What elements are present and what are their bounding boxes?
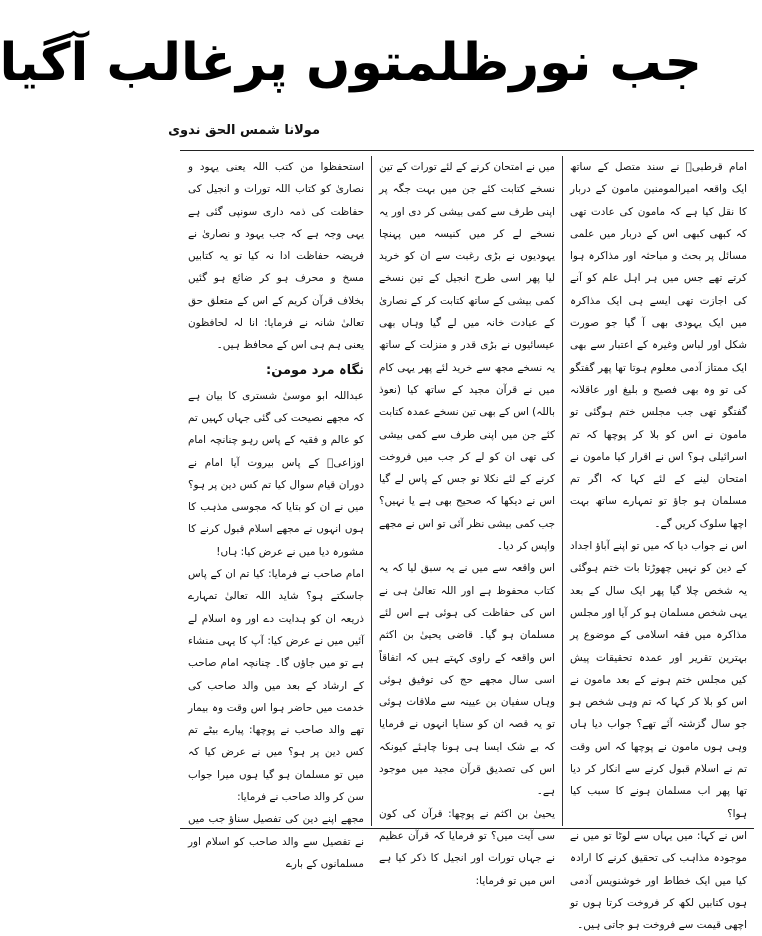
author-byline: مولانا شمس الحق ندوی — [168, 123, 320, 138]
headline: جب نورظلمتوں پرغالب آگیا — [0, 33, 702, 93]
paragraph: اس نے جواب دیا کہ میں تو اپنے آباؤ اجداد کے دین کو نہیں چھوڑتا بات ختم ہوگئی یہ شخص چلا گیا پھر ایک سال کے بعد یہی شخص مسلمان ہو کر آیا اور مجلس مذاکرہ میں فقہ اسلامی کے موضوع پر بہترین تقریر اور عمدہ تحقیقات پیش کیں مجلس ختم ہونے کے بعد مامون نے اس کو بلا کر کہا کہ تم وہی شخص ہو جو سال گزشتہ آئے تھے؟ جواب دیا ہاں وہی ہوں مامون نے پوچھا کہ اس وقت تم نے اسلام قبول کرنے سے انکار کر دیا تھا پھر اب مسلمان ہونے کا سبب کیا ہوا؟ — [570, 540, 747, 820]
footer-divider — [180, 828, 754, 829]
paragraph: مجھے اپنے دین کی تفصیل سناؤ جب میں نے تفصیل سے والد صاحب کو اسلام اور مسلمانوں کے بارے — [188, 813, 364, 870]
paragraph: عبداللہ ابو موسیٰ شستری کا بیان ہے کہ مجھے نصیحت کی گئی جہاں کہیں تم کو عالم و فقیہ کے پاس رہو چنانچہ امام اوزاعیؒ کے پاس بیروت آیا امام نے دوران قیام سوال کیا تم کس دین پر ہو؟ میں نے ان کو بتایا کہ مجوسی مذہب کا ہوں انہوں نے مجھے اسلام قبول کرنے کا مشورہ دیا میں نے عرض کیا: ہاں! — [188, 389, 364, 558]
paragraph: امام صاحب نے فرمایا: کیا تم ان کے پاس جاسکتے ہو؟ شاید اللہ تعالیٰ تمہارے ذریعہ ان کو ہدایت دے اور وہ اسلام لے آئیں میں نے عرض کیا: آپ کا یہی منشاء ہے تو میں جاؤں گا۔ چنانچہ امام صاحب کے ارشاد کے بعد میں والد صاحب کی خدمت میں حاضر ہوا اس وقت وہ بیمار تھے والد صاحب نے پوچھا: پیارے بیٹے تم کس دین پر ہو؟ میں نے عرض کیا کہ میں تو مسلمان ہو گیا ہوں میرا جواب سن کر والد صاحب نے فرمایا: — [188, 568, 364, 804]
header-divider — [180, 150, 754, 151]
paragraph: اس نے کہا: میں یہاں سے لوٹا تو میں نے موجودہ مذاہب کی تحقیق کرنے کا ارادہ کیا میں ایک خطاط اور خوشنویس آدمی ہوں کتابیں لکھ کر فروخت کرتا ہوں تو اچھی قیمت سے فروخت ہو جاتی ہیں۔ — [570, 829, 747, 932]
article-columns — [180, 156, 754, 932]
paragraph: استحفظوا من کتب اللہ یعنی یہود و نصاریٰ کو کتاب اللہ تورات و انجیل کی حفاظت کی ذمہ داری سونپی گئی ہے یہی وجہ ہے کہ جب یہود و نصاریٰ نے فریضہ حفاظت ادا نہ کیا تو یہ کتابیں مسخ و محرف ہو کر ضائع ہو گئیں بخلاف قرآن کریم کے اس کے متعلق حق تعالیٰ شانہ نے فرمایا: انا لہ لحافظون یعنی ہم ہی اس کے محافظ ہیں۔ — [188, 161, 364, 352]
section-subheading: نگاہ مرد مومن: — [266, 362, 364, 378]
paragraph: یحییٰ بن اکثم نے پوچھا: قرآن کی کون سی آیت میں؟ تو فرمایا کہ قرآن عظیم نے جہاں تورات اور انجیل کا ذکر کیا ہے اس میں تو فرمایا: — [379, 807, 555, 887]
column-2 — [372, 156, 563, 887]
paragraph: میں نے امتحان کرنے کے لئے تورات کے تین نسخے کتابت کئے جن میں بہت جگہ پر اپنی طرف سے کمی بیشی کر دی اور یہ نسخے لے کر میں کنیسہ میں پہنچا یہودیوں نے بڑی رغبت سے ان کو خرید لیا پھر اسی طرح انجیل کے تین نسخے کمی بیشی کے ساتھ کتابت کر کے نصاریٰ کے عبادت خانہ میں لے گیا وہاں بھی عیسائیوں نے بڑی قدر و منزلت کے ساتھ یہ نسخے مجھ سے خرید لئے پھر یہی کام میں نے قرآن مجید کے ساتھ کیا (نعوذ باللہ) اس کے بھی تین نسخے عمدہ کتابت کئے جن میں اپنی طرف سے کمی بیشی کی تھی ان کو لے کر جب میں فروخت کرنے کے لئے نکلا تو جس کے پاس لے گیا اس نے دیکھا کہ صحیح بھی ہے یا نہیں؟ جب کمی بیشی نظر آئی تو اس نے مجھے واپس کر دیا۔ — [379, 161, 555, 553]
column-1 — [563, 156, 754, 932]
paragraph: اس واقعہ سے میں نے یہ سبق لیا کہ یہ کتاب محفوظ ہے اور اللہ تعالیٰ ہی نے اس کی حفاظت کی ہوئی ہے اس لئے مسلمان ہو گیا۔ قاضی یحییٰ بن اکثم اس واقعہ کے راوی کہتے ہیں کہ اتفاقاً اسی سال مجھے حج کی توفیق ہوئی وہاں سفیان بن عیینہ سے ملاقات ہوئی تو یہ قصہ ان کو سنایا انہوں نے فرمایا کہ بے شک ایسا ہی ہونا چاہئے کیونکہ اس کی تصدیق قرآن مجید میں موجود ہے۔ — [379, 562, 555, 798]
column-3 — [181, 156, 372, 870]
paragraph: امام قرطبیؒ نے سند متصل کے ساتھ ایک واقعہ امیرالمومنین مامون کے دربار کا نقل کیا ہے کہ مامون کی عادت تھی کہ کبھی کبھی اس کے دربار میں علمی مسائل پر بحث و مباحثہ اور مذاکرہ ہوا کرتے تھے جس میں ہر اہل علم کو آنے کی اجازت تھی ایسے ہی ایک مذاکرہ میں ایک یہودی بھی آ گیا جو صورت شکل اور لباس وغیرہ کے اعتبار سے بھی ایک ممتاز آدمی معلوم ہوتا تھا پھر گفتگو کی تو وہ بھی فصیح و بلیغ اور عاقلانہ گفتگو تھی جب مجلس ختم ہوگئی تو مامون نے اس کو بلا کر پوچھا کہ تم اسرائیلی ہو؟ اس نے اقرار کیا مامون نے امتحان لینے کے لئے کہا کہ اگر تم مسلمان ہو جاؤ تو تمہارے ساتھ بہت اچھا سلوک کریں گے۔ — [570, 161, 747, 530]
